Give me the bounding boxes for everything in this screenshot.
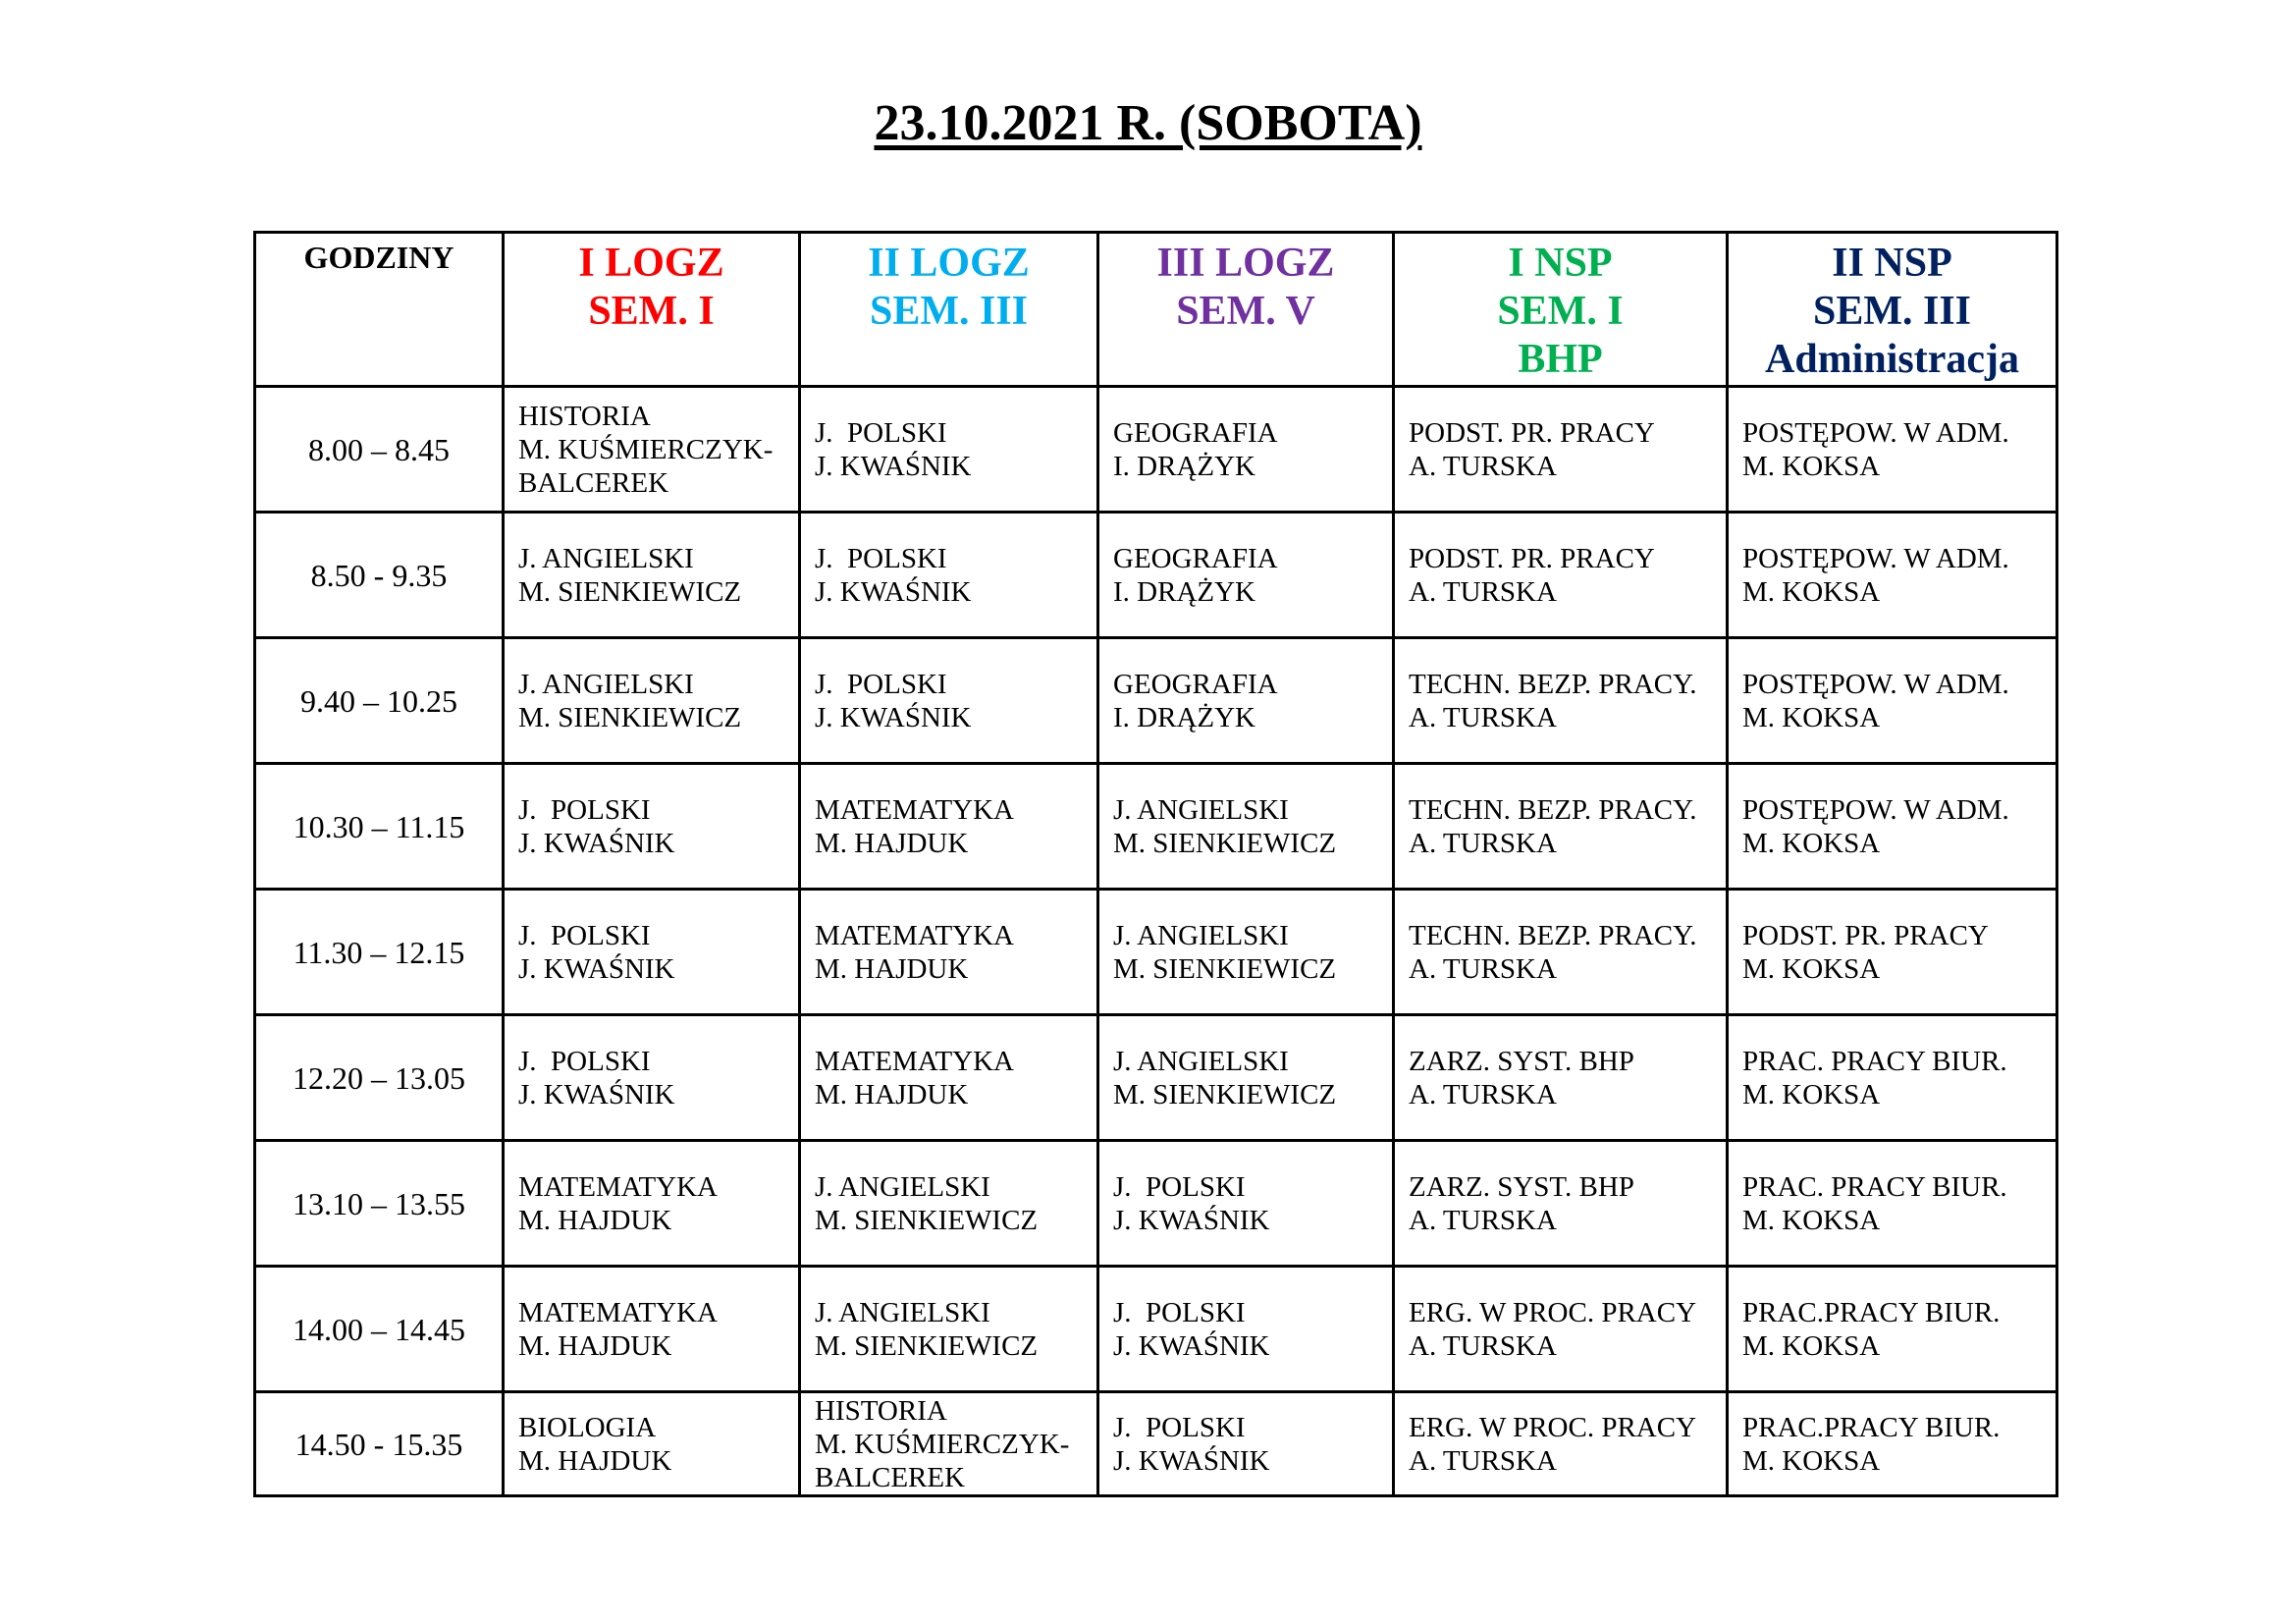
lesson-line: MATEMATYKA	[815, 1045, 1014, 1077]
lesson-line: MATEMATYKA	[815, 919, 1014, 951]
lesson-line: A. TURSKA	[1409, 701, 1557, 733]
lesson-line: A. TURSKA	[1409, 1204, 1557, 1236]
lesson-line: ZARZ. SYST. BHP	[1409, 1170, 1634, 1203]
lesson-line: J. ANGIELSKI	[815, 1170, 990, 1203]
header-ii-logz-line: SEM. III	[869, 289, 1029, 334]
lesson-line: J. KWAŚNIK	[1113, 1204, 1270, 1236]
lesson-line: HISTORIA	[815, 1394, 947, 1427]
time-cell: 13.10 – 13.55	[255, 1141, 504, 1267]
lesson-line: J. ANGIELSKI	[815, 1296, 990, 1328]
lesson-line: M. SIENKIEWICZ	[1113, 952, 1337, 985]
lesson-line: POSTĘPOW. W ADM.	[1742, 542, 2009, 574]
lesson-line: A. TURSKA	[1409, 1329, 1557, 1362]
lesson-cell	[800, 638, 1098, 764]
lesson-cell	[1098, 1392, 1394, 1496]
lesson-line: M. KOKSA	[1742, 1204, 1881, 1236]
lesson-cell	[1098, 764, 1394, 890]
lesson-line: J. ANGIELSKI	[1113, 793, 1289, 826]
lesson-cell	[1728, 513, 2057, 638]
lesson-line: M. SIENKIEWICZ	[518, 575, 742, 608]
lesson-cell	[504, 513, 800, 638]
lesson-line: J. KWAŚNIK	[815, 575, 972, 608]
schedule-body	[255, 387, 2057, 1496]
lesson-line: PRAC. PRACY BIUR.	[1742, 1170, 2007, 1203]
table-row	[255, 513, 2057, 638]
lesson-cell	[1728, 387, 2057, 513]
lesson-cell	[1394, 890, 1728, 1015]
lesson-line: M. HAJDUK	[518, 1204, 672, 1236]
lesson-line: PRAC. PRACY BIUR.	[1742, 1045, 2007, 1077]
table-row	[255, 387, 2057, 513]
lesson-cell	[1728, 1267, 2057, 1392]
lesson-line: ERG. W PROC. PRACY	[1409, 1296, 1697, 1328]
header-ii-nsp	[1728, 233, 2057, 387]
table-row	[255, 1267, 2057, 1392]
lesson-cell	[800, 890, 1098, 1015]
lesson-cell	[800, 1015, 1098, 1141]
lesson-cell	[1394, 1015, 1728, 1141]
header-i-nsp-line: I NSP	[1508, 241, 1613, 286]
lesson-cell	[1098, 1015, 1394, 1141]
lesson-line: A. TURSKA	[1409, 827, 1557, 859]
lesson-line: J. ANGIELSKI	[1113, 919, 1289, 951]
lesson-cell	[1394, 1392, 1728, 1496]
lesson-line: M. KUŚMIERCZYK-	[518, 433, 774, 465]
header-ii-nsp-line: II NSP	[1832, 241, 1952, 286]
lesson-cell	[1728, 764, 2057, 890]
header-row	[255, 233, 2057, 387]
lesson-line: M. SIENKIEWICZ	[1113, 827, 1337, 859]
lesson-line: BALCEREK	[815, 1461, 966, 1493]
lesson-line: J. POLSKI	[815, 416, 947, 449]
time-cell: 10.30 – 11.15	[255, 764, 504, 890]
lesson-line: GEOGRAFIA	[1113, 668, 1278, 700]
table-row	[255, 1015, 2057, 1141]
lesson-line: M. HAJDUK	[815, 827, 969, 859]
lesson-cell	[1394, 513, 1728, 638]
lesson-line: PODST. PR. PRACY	[1409, 542, 1655, 574]
time-cell: 14.50 - 15.35	[255, 1392, 504, 1496]
lesson-line: A. TURSKA	[1409, 952, 1557, 985]
lesson-line: PRAC.PRACY BIUR.	[1742, 1411, 2001, 1443]
lesson-line: M. KOKSA	[1742, 701, 1881, 733]
time-cell: 12.20 – 13.05	[255, 1015, 504, 1141]
lesson-cell	[1098, 513, 1394, 638]
lesson-line: MATEMATYKA	[518, 1296, 718, 1328]
lesson-line: J. KWAŚNIK	[518, 1078, 675, 1110]
lesson-line: J. POLSKI	[1113, 1170, 1246, 1203]
lesson-cell	[1728, 1141, 2057, 1267]
table-row	[255, 764, 2057, 890]
lesson-line: I. DRĄŻYK	[1113, 701, 1255, 733]
lesson-line: M. KUŚMIERCZYK-	[815, 1428, 1070, 1460]
time-cell: 9.40 – 10.25	[255, 638, 504, 764]
lesson-line: POSTĘPOW. W ADM.	[1742, 416, 2009, 449]
lesson-line: A. TURSKA	[1409, 450, 1557, 482]
lesson-cell	[504, 1015, 800, 1141]
lesson-line: M. SIENKIEWICZ	[815, 1204, 1039, 1236]
lesson-line: I. DRĄŻYK	[1113, 450, 1255, 482]
lesson-line: POSTĘPOW. W ADM.	[1742, 668, 2009, 700]
lesson-line: ERG. W PROC. PRACY	[1409, 1411, 1697, 1443]
lesson-line: PRAC.PRACY BIUR.	[1742, 1296, 2001, 1328]
lesson-cell	[1098, 1141, 1394, 1267]
lesson-line: I. DRĄŻYK	[1113, 575, 1255, 608]
lesson-line: J. KWAŚNIK	[518, 952, 675, 985]
lesson-line: TECHN. BEZP. PRACY.	[1409, 793, 1697, 826]
lesson-cell	[1098, 890, 1394, 1015]
lesson-line: J. POLSKI	[518, 1045, 651, 1077]
lesson-line: PODST. PR. PRACY	[1409, 416, 1655, 449]
table-row	[255, 638, 2057, 764]
lesson-line: J. POLSKI	[1113, 1411, 1246, 1443]
lesson-cell	[504, 1267, 800, 1392]
lesson-line: J. KWAŚNIK	[815, 701, 972, 733]
header-i-nsp-line: BHP	[1518, 337, 1603, 382]
lesson-line: M. KOKSA	[1742, 1078, 1881, 1110]
lesson-line: TECHN. BEZP. PRACY.	[1409, 668, 1697, 700]
lesson-cell	[1728, 638, 2057, 764]
lesson-cell	[504, 387, 800, 513]
lesson-line: MATEMATYKA	[815, 793, 1014, 826]
lesson-line: HISTORIA	[518, 400, 651, 432]
lesson-cell	[1098, 1267, 1394, 1392]
header-iii-logz-line: III LOGZ	[1156, 241, 1335, 286]
lesson-cell	[504, 890, 800, 1015]
lesson-cell	[504, 764, 800, 890]
lesson-line: M. KOKSA	[1742, 575, 1881, 608]
lesson-line: BIOLOGIA	[518, 1411, 657, 1443]
lesson-line: GEOGRAFIA	[1113, 542, 1278, 574]
header-i-logz-line: I LOGZ	[578, 241, 724, 286]
lesson-line: J. POLSKI	[815, 668, 947, 700]
header-iii-logz-line: SEM. V	[1176, 289, 1315, 334]
table-row	[255, 890, 2057, 1015]
lesson-line: GEOGRAFIA	[1113, 416, 1278, 449]
lesson-line: M. HAJDUK	[815, 1078, 969, 1110]
header-ii-logz-line: II LOGZ	[868, 241, 1030, 286]
time-cell: 8.00 – 8.45	[255, 387, 504, 513]
lesson-line: J. ANGIELSKI	[518, 542, 694, 574]
lesson-line: TECHN. BEZP. PRACY.	[1409, 919, 1697, 951]
time-cell: 14.00 – 14.45	[255, 1267, 504, 1392]
lesson-cell	[1394, 1267, 1728, 1392]
lesson-cell	[1394, 387, 1728, 513]
header-i-logz-line: SEM. I	[588, 289, 715, 334]
lesson-line: J. KWAŚNIK	[1113, 1444, 1270, 1477]
header-ii-logz	[800, 233, 1098, 387]
lesson-cell	[800, 513, 1098, 638]
lesson-cell	[504, 1392, 800, 1496]
lesson-cell	[800, 1392, 1098, 1496]
lesson-line: M. SIENKIEWICZ	[815, 1329, 1039, 1362]
schedule-table	[253, 231, 2058, 1497]
page-title: 23.10.2021 R. (SOBOTA)	[874, 95, 1422, 151]
lesson-cell	[1098, 638, 1394, 764]
lesson-cell	[800, 387, 1098, 513]
lesson-line: A. TURSKA	[1409, 575, 1557, 608]
lesson-line: POSTĘPOW. W ADM.	[1742, 793, 2009, 826]
lesson-line: J. POLSKI	[1113, 1296, 1246, 1328]
lesson-cell	[1098, 387, 1394, 513]
lesson-line: M. KOKSA	[1742, 450, 1881, 482]
lesson-line: M. KOKSA	[1742, 952, 1881, 985]
lesson-cell	[1728, 890, 2057, 1015]
header-i-logz	[504, 233, 800, 387]
table-row	[255, 1392, 2057, 1496]
header-ii-nsp-line: Administracja	[1765, 337, 2019, 382]
lesson-cell	[800, 764, 1098, 890]
lesson-line: M. SIENKIEWICZ	[518, 701, 742, 733]
lesson-line: J. ANGIELSKI	[518, 668, 694, 700]
lesson-line: M. KOKSA	[1742, 1444, 1881, 1477]
lesson-line: M. KOKSA	[1742, 827, 1881, 859]
time-cell: 11.30 – 12.15	[255, 890, 504, 1015]
lesson-line: J. POLSKI	[518, 793, 651, 826]
lesson-cell	[1394, 1141, 1728, 1267]
lesson-line: PODST. PR. PRACY	[1742, 919, 1989, 951]
header-iii-logz	[1098, 233, 1394, 387]
lesson-cell	[504, 638, 800, 764]
lesson-cell	[800, 1267, 1098, 1392]
lesson-cell	[1728, 1015, 2057, 1141]
lesson-cell	[1394, 638, 1728, 764]
header-hours: GODZINY	[255, 233, 504, 387]
lesson-line: M. KOKSA	[1742, 1329, 1881, 1362]
lesson-line: A. TURSKA	[1409, 1078, 1557, 1110]
lesson-cell	[1728, 1392, 2057, 1496]
lesson-line: M. SIENKIEWICZ	[1113, 1078, 1337, 1110]
lesson-line: MATEMATYKA	[518, 1170, 718, 1203]
time-cell: 8.50 - 9.35	[255, 513, 504, 638]
header-i-nsp	[1394, 233, 1728, 387]
lesson-line: J. ANGIELSKI	[1113, 1045, 1289, 1077]
lesson-line: M. HAJDUK	[518, 1444, 672, 1477]
lesson-cell	[800, 1141, 1098, 1267]
header-i-nsp-line: SEM. I	[1497, 289, 1624, 334]
lesson-line: BALCEREK	[518, 466, 669, 499]
lesson-line: J. KWAŚNIK	[815, 450, 972, 482]
lesson-cell	[1394, 764, 1728, 890]
lesson-cell	[504, 1141, 800, 1267]
lesson-line: ZARZ. SYST. BHP	[1409, 1045, 1634, 1077]
lesson-line: J. POLSKI	[518, 919, 651, 951]
lesson-line: J. KWAŚNIK	[1113, 1329, 1270, 1362]
header-ii-nsp-line: SEM. III	[1812, 289, 1972, 334]
lesson-line: J. KWAŚNIK	[518, 827, 675, 859]
lesson-line: M. HAJDUK	[518, 1329, 672, 1362]
lesson-line: J. POLSKI	[815, 542, 947, 574]
table-row	[255, 1141, 2057, 1267]
lesson-line: A. TURSKA	[1409, 1444, 1557, 1477]
lesson-line: M. HAJDUK	[815, 952, 969, 985]
